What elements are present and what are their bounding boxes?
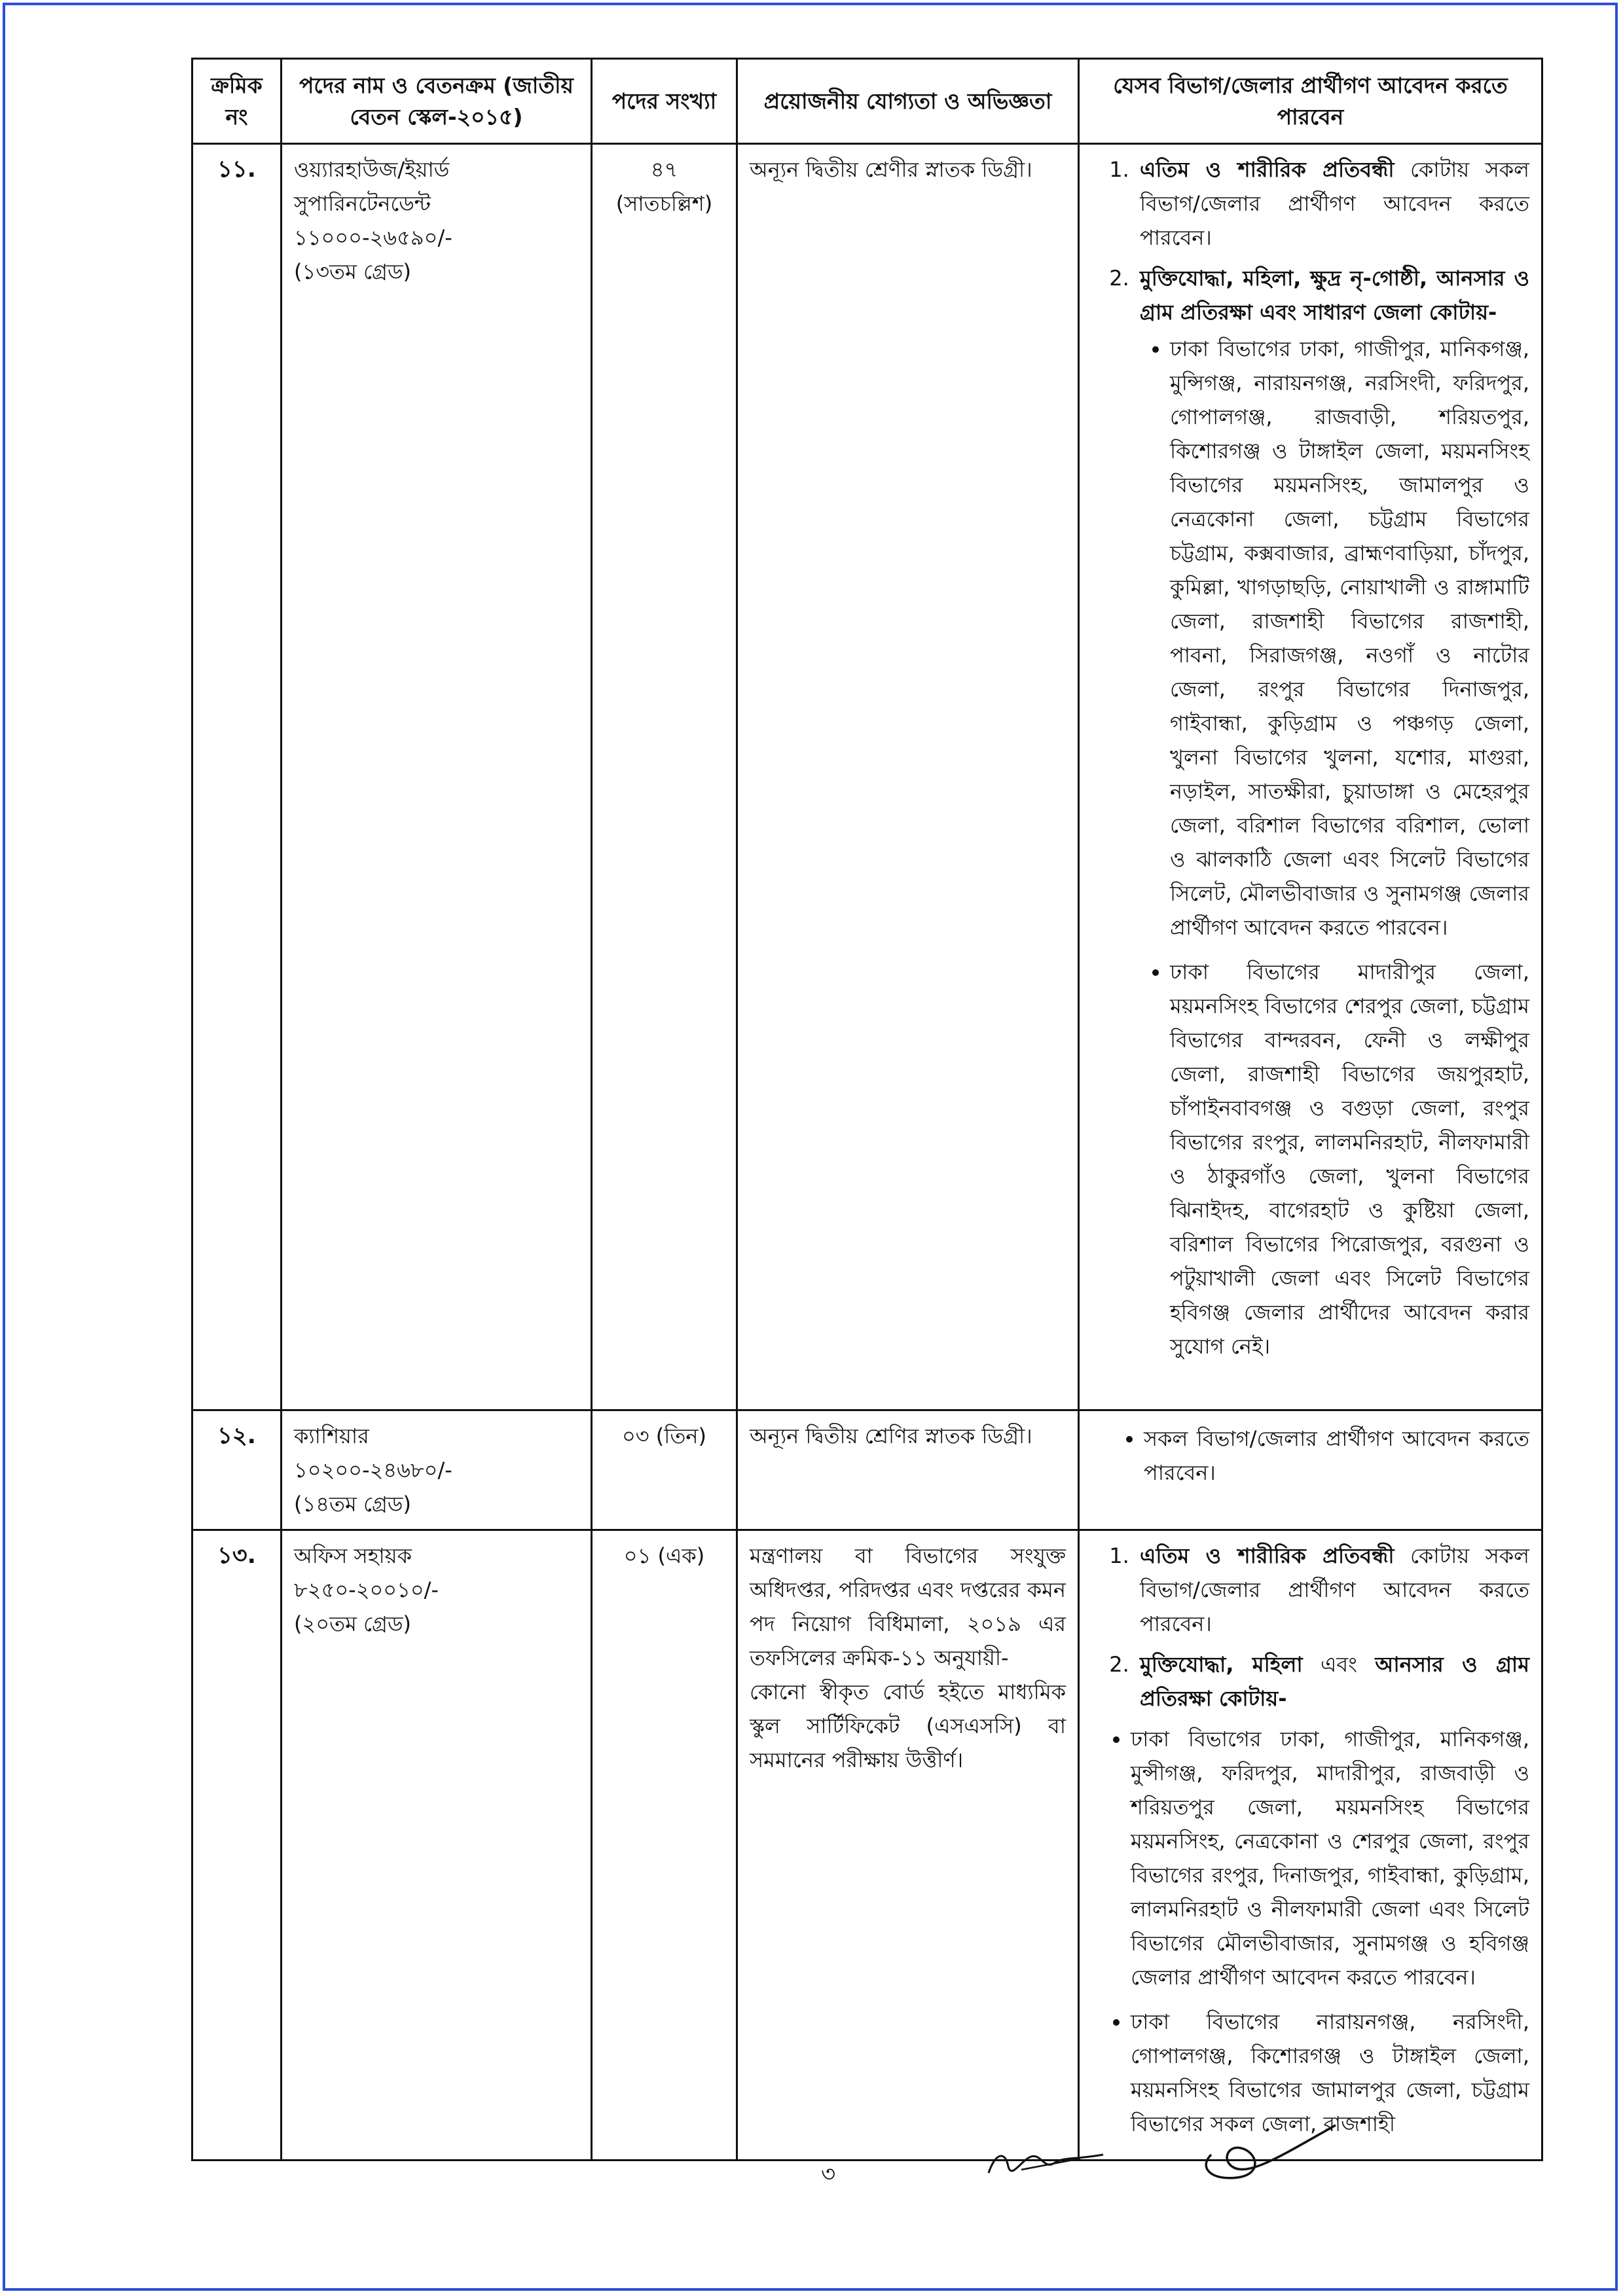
- post-name: অফিস সহায়ক: [294, 1543, 412, 1568]
- grade: (১৩তম গ্রেড): [294, 259, 411, 284]
- quota-title: মুক্তিযোদ্ধা, মহিলা: [1140, 1652, 1303, 1677]
- qualification-text: কোনো স্বীকৃত বোর্ড হইতে মাধ্যমিক স্কুল সার্টিফিকেট (এসএসসি) বা সমমানের পরীক্ষায় উত্তীর্ণ।: [750, 1679, 1066, 1772]
- row-serial: ১৩.: [192, 1530, 282, 2161]
- signature-icon: [1185, 2115, 1342, 2187]
- district-item: • ঢাকা বিভাগের নারায়নগঞ্জ, নরসিংদী, গোপালগঞ্জ, কিশোরগঞ্জ ও টাঙ্গাইল জেলা, ময়মনসিংহ বিভাগের জামালপুর জেলা, চট্টগ্রাম বিভাগের সকল জেলা, রাজশাহী: [1131, 2005, 1529, 2141]
- post-name: ওয়্যারহাউজ/ইয়ার্ড সুপারিনটেনডেন্ট: [294, 157, 450, 216]
- post-name-cell: [282, 1530, 592, 2161]
- grade: (১৪তম গ্রেড): [294, 1492, 411, 1516]
- qualification-text: অন্যূন দ্বিতীয় শ্রেণির স্নাতক ডিগ্রী।: [750, 1424, 1032, 1448]
- table-row: [192, 1410, 1542, 1530]
- district-list: [1091, 1422, 1529, 1490]
- pay-scale: ১১০০০-২৬৫৯০/-: [294, 225, 452, 250]
- pay-scale: ৮২৫০-২০০১০/-: [294, 1577, 439, 1602]
- post-name-cell: [282, 144, 592, 1410]
- quota-text: কোটায় সকল বিভাগ/জেলার প্রার্থীগণ আবেদন করতে পারবেন।: [1140, 157, 1529, 250]
- row-serial: ১২.: [192, 1410, 282, 1530]
- qualification-text: অন্যূন দ্বিতীয় শ্রেণীর স্নাতক ডিগ্রী।: [750, 157, 1032, 182]
- quota-text: এবং: [1302, 1652, 1376, 1677]
- row-serial: ১১.: [192, 144, 282, 1410]
- header-eligible-districts: যেসব বিভাগ/জেলার প্রার্থীগণ আবেদন করতে পারবেন: [1079, 59, 1542, 144]
- grade: (২০তম গ্রেড): [294, 1611, 412, 1636]
- quota-list: [1091, 1539, 1529, 1715]
- post-count-cell: [592, 1410, 737, 1530]
- header-post-count: পদের সংখ্যা: [592, 59, 737, 144]
- page-number: ৩: [821, 2161, 836, 2187]
- district-item: • ঢাকা বিভাগের ঢাকা, গাজীপুর, মানিকগঞ্জ, মুন্সীগঞ্জ, ফরিদপুর, মাদারীপুর, রাজবাড়ী ও শরিয়তপুর জেলা, ময়মনসিংহ বিভাগের ময়মনসিংহ, নেত্রকোনা ও শেরপুর জেলা, রংপুর বিভাগের রংপুর, দিনাজপুর, গাইবান্ধা, কুড়িগ্রাম, লালমনিরহাট ও নীলফামারী জেলা এবং সিলেট বিভাগের মৌলভীবাজার, সুনামগঞ্জ ও হবিগঞ্জ জেলার প্রার্থীগণ আবেদন করতে পারবেন।: [1131, 1722, 1529, 1994]
- qualification-cell: [737, 1410, 1079, 1530]
- quota-title: আনসার ও গ্রাম প্রতিরক্ষা কোটায়-: [1140, 1652, 1529, 1711]
- quota-item: [1136, 1647, 1529, 1715]
- table-row: [192, 1530, 1542, 2161]
- post-count-cell: [592, 1530, 737, 2161]
- qualification-cell: [737, 144, 1079, 1410]
- table-row: [192, 144, 1542, 1410]
- eligible-districts-cell: [1079, 144, 1542, 1410]
- quota-text: কোটায় সকল বিভাগ/জেলার প্রার্থীগণ আবেদন করতে পারবেন।: [1140, 1543, 1529, 1636]
- header-serial: ক্রমিক নং: [192, 59, 282, 144]
- qualification-cell: [737, 1530, 1079, 2161]
- table-header-row: [192, 59, 1542, 144]
- district-item: • ঢাকা বিভাগের ঢাকা, গাজীপুর, মানিকগঞ্জ, মুন্সিগঞ্জ, নারায়নগঞ্জ, নরসিংদী, ফরিদপুর, গোপালগঞ্জ, রাজবাড়ী, শরিয়তপুর, কিশোরগঞ্জ ও টাঙ্গাইল জেলা, ময়মনসিংহ বিভাগের ময়মনসিংহ, জামালপুর ও নেত্রকোনা জেলা, চট্টগ্রাম বিভাগের চট্টগ্রাম, কক্সবাজার, ব্রাহ্মণবাড়িয়া, চাঁদপুর, কুমিল্লা, খাগড়াছড়ি, নোয়াখালী ও রাঙ্গামাটি জেলা, রাজশাহী বিভাগের রাজশাহী, পাবনা, সিরাজগঞ্জ, নওগাঁ ও নাটোর জেলা, রংপুর বিভাগের দিনাজপুর, গাইবান্ধা, কুড়িগ্রাম ও পঞ্চগড় জেলা, খুলনা বিভাগের খুলনা, যশোর, মাগুরা, নড়াইল, সাতক্ষীরা, চুয়াডাঙ্গা ও মেহেরপুর জেলা, বরিশাল বিভাগের বরিশাল, ভোলা ও ঝালকাঠি জেলা এবং সিলেট বিভাগের সিলেট, মৌলভীবাজার ও সুনামগঞ্জ জেলার প্রার্থীগণ আবেদন করতে পারবেন।: [1170, 332, 1529, 944]
- quota-item: [1136, 261, 1529, 1363]
- quota-item: [1136, 1539, 1529, 1641]
- post-name-cell: [282, 1410, 592, 1530]
- post-count: ০১ (এক): [623, 1543, 705, 1568]
- district-item: • সকল বিভাগ/জেলার প্রার্থীগণ আবেদন করতে পারবেন।: [1144, 1422, 1529, 1490]
- quota-title: মুক্তিযোদ্ধা, মহিলা, ক্ষুদ্র নৃ-গোষ্ঠী, আনসার ও গ্রাম প্রতিরক্ষা এবং সাধারণ জেলা কোটায়-: [1140, 266, 1529, 325]
- recruitment-table-container: [191, 58, 1541, 2161]
- header-post-name: পদের নাম ও বেতনক্রম (জাতীয় বেতন স্কেল-২০১৫): [282, 59, 592, 144]
- quota-item: [1136, 152, 1529, 255]
- post-count: ০৩ (তিন): [621, 1424, 707, 1448]
- pay-scale: ১০২০০-২৪৬৮০/-: [294, 1458, 452, 1482]
- qualification-text: মন্ত্রণালয় বা বিভাগের সংযুক্ত অধিদপ্তর, পরিদপ্তর এবং দপ্তরের কমন পদ নিয়োগ বিধিমালা, ২০১৯ এর তফসিলের ক্রমিক-১১ অনুযায়ী-: [750, 1543, 1066, 1670]
- quota-title: এতিম ও শারীরিক প্রতিবন্ধী: [1140, 1543, 1395, 1568]
- district-list: [1091, 1722, 1529, 2141]
- header-qualification: প্রয়োজনীয় যোগ্যতা ও অভিজ্ঞতা: [737, 59, 1079, 144]
- district-item: • ঢাকা বিভাগের মাদারীপুর জেলা, ময়মনসিংহ বিভাগের শেরপুর জেলা, চট্টগ্রাম বিভাগের বান্দরবন, ফেনী ও লক্ষীপুর জেলা, রাজশাহী বিভাগের জয়পুরহাট, চাঁপাইনবাবগঞ্জ ও বগুড়া জেলা, রংপুর বিভাগের রংপুর, লালমনিরহাট, নীলফামারী ও ঠাকুরগাঁও জেলা, খুলনা বিভাগের ঝিনাইদহ, বাগেরহাট ও কুষ্টিয়া জেলা, বরিশাল বিভাগের পিরোজপুর, বরগুনা ও পটুয়াখালী জেলা এবং সিলেট বিভাগের হবিগঞ্জ জেলার প্রার্থীদের আবেদন করার সুযোগ নেই।: [1170, 955, 1529, 1363]
- post-count-cell: [592, 144, 737, 1410]
- quota-list: [1091, 152, 1529, 1363]
- signature-initials-icon: [982, 2140, 1113, 2186]
- quota-title: এতিম ও শারীরিক প্রতিবন্ধী: [1140, 157, 1395, 182]
- post-count: ৪৭: [650, 157, 678, 182]
- eligible-districts-cell: [1079, 1530, 1542, 2161]
- recruitment-table: [191, 58, 1543, 2161]
- post-count-words: (সাতচল্লিশ): [615, 191, 713, 216]
- eligible-districts-cell: [1079, 1410, 1542, 1530]
- post-name: ক্যাশিয়ার: [294, 1424, 369, 1448]
- district-list: [1140, 332, 1529, 1363]
